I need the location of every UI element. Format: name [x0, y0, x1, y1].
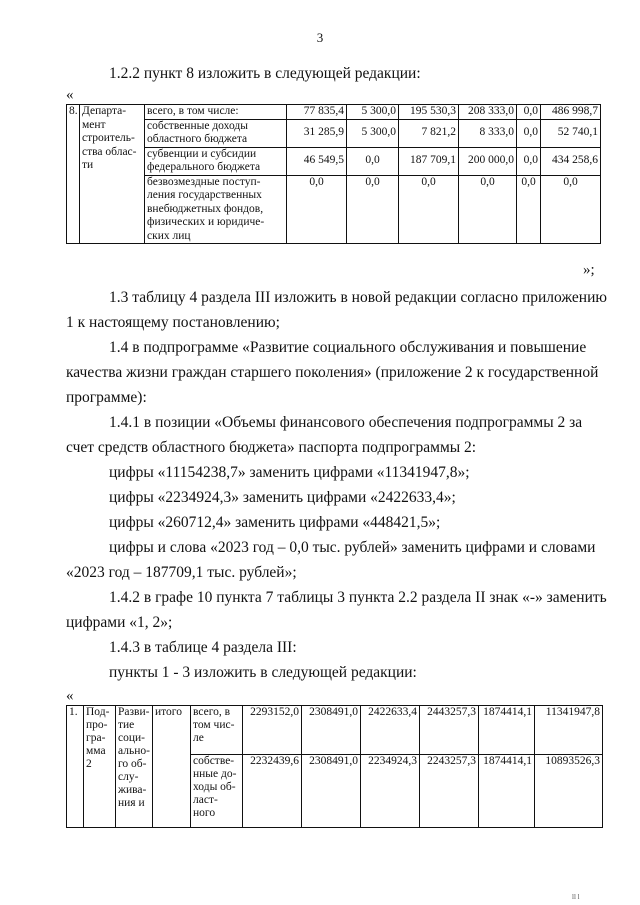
department-cell: Департа- мент строитель- ства облас- ти [80, 105, 145, 244]
row-label: всего, в том чис- ле [191, 706, 243, 755]
value-cell: 5 300,0 [347, 105, 399, 120]
open-quote-1: « [66, 87, 74, 103]
value-cell: 0,0 [517, 175, 541, 244]
page-number: 3 [316, 30, 324, 45]
value-cell: 2243257,3 [420, 755, 479, 828]
table-subprogram-2 [66, 705, 603, 828]
value-cell: 208 333,0 [459, 105, 517, 120]
paragraph-1-4-line1: 1.4 в подпрограмме «Развитие социального обслуживания и повышение [109, 339, 587, 356]
replace-line-3: цифры «260712,4» заменить цифрами «448421,5»; [109, 514, 441, 531]
paragraph-1-3-line2: 1 к настоящему постановлению; [66, 314, 280, 331]
value-cell: 0,0 [459, 175, 517, 244]
replace-line-2: цифры «2234924,3» заменить цифрами «2422633,4»; [109, 489, 456, 506]
value-cell: 2293152,0 [243, 706, 302, 755]
table-row [67, 175, 601, 244]
value-cell: 486 998,7 [541, 105, 601, 120]
row-label: всего, в том числе: [145, 105, 287, 120]
value-cell: 0,0 [517, 105, 541, 120]
value-cell: 0,0 [541, 175, 601, 244]
row-number: 8. [67, 105, 80, 244]
value-cell: 200 000,0 [459, 147, 517, 175]
table-row [67, 706, 603, 755]
value-cell: 7 821,2 [399, 119, 459, 147]
replace-line-1: цифры «11154238,7» заменить цифрами «11341947,8»; [109, 464, 470, 481]
paragraph-1-4-1-line1: 1.4.1 в позиции «Объемы финансового обеспечения подпрограммы 2 за [109, 414, 583, 431]
value-cell: 195 530,3 [399, 105, 459, 120]
paragraph-1-4-3: 1.4.3 в таблице 4 раздела III: [109, 639, 297, 656]
value-cell: 8 333,0 [459, 119, 517, 147]
paragraph-1-4-2-line2: цифрами «1, 2»; [66, 614, 173, 631]
row-label: собственные доходы областного бюджета [145, 119, 287, 147]
row-number: 1. [67, 706, 84, 828]
paragraph-1-4-1-line2: счет средств областного бюджета» паспорта подпрограммы 2: [66, 439, 477, 456]
value-cell: 0,0 [517, 119, 541, 147]
value-cell: 2308491,0 [302, 706, 361, 755]
value-cell: 0,0 [517, 147, 541, 175]
executor-cell: итого [153, 706, 191, 828]
replace-line-4a: цифры и слова «2023 год – 0,0 тыс. рублей» заменить цифрами и словами [109, 539, 596, 556]
value-cell: 2232439,6 [243, 755, 302, 828]
paragraph-1-3-line1: 1.3 таблицу 4 раздела III изложить в новой редакции согласно приложению [109, 289, 607, 306]
value-cell: 187 709,1 [399, 147, 459, 175]
row-label: субвенции и субсидии федерального бюджета [145, 147, 287, 175]
paragraph-1-2-2: 1.2.2 пункт 8 изложить в следующей редакции: [109, 65, 421, 82]
open-quote-2: « [66, 688, 74, 704]
value-cell: 1874414,1 [479, 706, 535, 755]
value-cell: 5 300,0 [347, 119, 399, 147]
value-cell: 0,0 [287, 175, 347, 244]
paragraph-1-4-line2: качества жизни граждан старшего поколения» (приложение 2 к государственной [66, 364, 599, 381]
paragraph-1-4-2-line1: 1.4.2 в графе 10 пункта 7 таблицы 3 пункта 2.2 раздела II знак «-» заменить [109, 589, 607, 606]
value-cell: 46 549,5 [287, 147, 347, 175]
value-cell: 0,0 [347, 147, 399, 175]
value-cell: 434 258,6 [541, 147, 601, 175]
replace-line-4b: «2023 год – 187709,1 тыс. рублей»; [66, 564, 297, 581]
value-cell: 1874414,1 [479, 755, 535, 828]
footer-mark: ll l [572, 893, 580, 901]
value-cell: 2234924,3 [361, 755, 420, 828]
table-row [67, 105, 601, 120]
close-quote-1: »; [583, 262, 595, 278]
subprogram-cell: Под- про- гра- мма 2 [84, 706, 116, 828]
value-cell: 11341947,8 [535, 706, 603, 755]
value-cell: 10893526,3 [535, 755, 603, 828]
value-cell: 2422633,4 [361, 706, 420, 755]
table-row [67, 119, 601, 147]
table-row [67, 147, 601, 175]
paragraph-1-4-line3: программе): [66, 389, 147, 406]
value-cell: 2443257,3 [420, 706, 479, 755]
row-label: собстве- нные до- ходы об- ласт- ного [191, 755, 243, 828]
paragraph-items-1-3: пункты 1 - 3 изложить в следующей редакции: [109, 664, 417, 681]
value-cell: 0,0 [399, 175, 459, 244]
value-cell: 2308491,0 [302, 755, 361, 828]
value-cell: 31 285,9 [287, 119, 347, 147]
row-label: безвозмездные поступ- ления государственных внебюджетных фондов, физических и юридиче- ских лиц [145, 175, 287, 244]
value-cell: 77 835,4 [287, 105, 347, 120]
value-cell: 52 740,1 [541, 119, 601, 147]
table-item-8 [66, 104, 601, 244]
subprogram-title-cell: Разви- тие соци- ально- го об- слу- жива- ния и [116, 706, 153, 828]
value-cell: 0,0 [347, 175, 399, 244]
